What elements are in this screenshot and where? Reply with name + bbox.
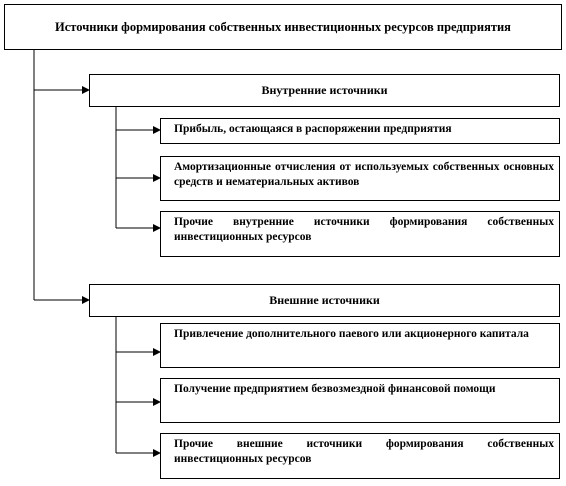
external-item-3-text: Прочие внешние источники формирования собственных инвестиционных ресурсов: [174, 438, 554, 465]
external-item-2-text: Получение предприятием безвозмездной финансовой помощи: [174, 383, 496, 395]
root-box: [4, 4, 562, 50]
external-item-3-box: [160, 433, 560, 479]
external-item-2-box: [160, 378, 560, 423]
external-item-1-box: [160, 323, 560, 368]
internal-item-1-text: Прибыль, остающаяся в распоряжении предприятия: [174, 123, 452, 135]
external-item-1-text: Привлечение дополнительного паевого или акционерного капитала: [174, 328, 529, 340]
external-sources-title: Внешние источники: [269, 293, 380, 307]
internal-sources-box: [89, 74, 560, 107]
internal-item-2-text: Амортизационные отчисления от используемых собственных основных средств и нематериальных активов: [174, 161, 554, 188]
internal-item-2-box: [160, 156, 560, 201]
internal-item-1-box: [160, 118, 560, 144]
internal-item-3-box: [160, 211, 560, 257]
external-sources-box: [89, 284, 560, 317]
internal-sources-title: Внутренние источники: [261, 83, 388, 97]
root-text: Источники формирования собственных инвестиционных ресурсов предприятия: [55, 20, 511, 34]
internal-item-3-text: Прочие внутренние источники формирования собственных инвестиционных ресурсов: [174, 216, 554, 243]
